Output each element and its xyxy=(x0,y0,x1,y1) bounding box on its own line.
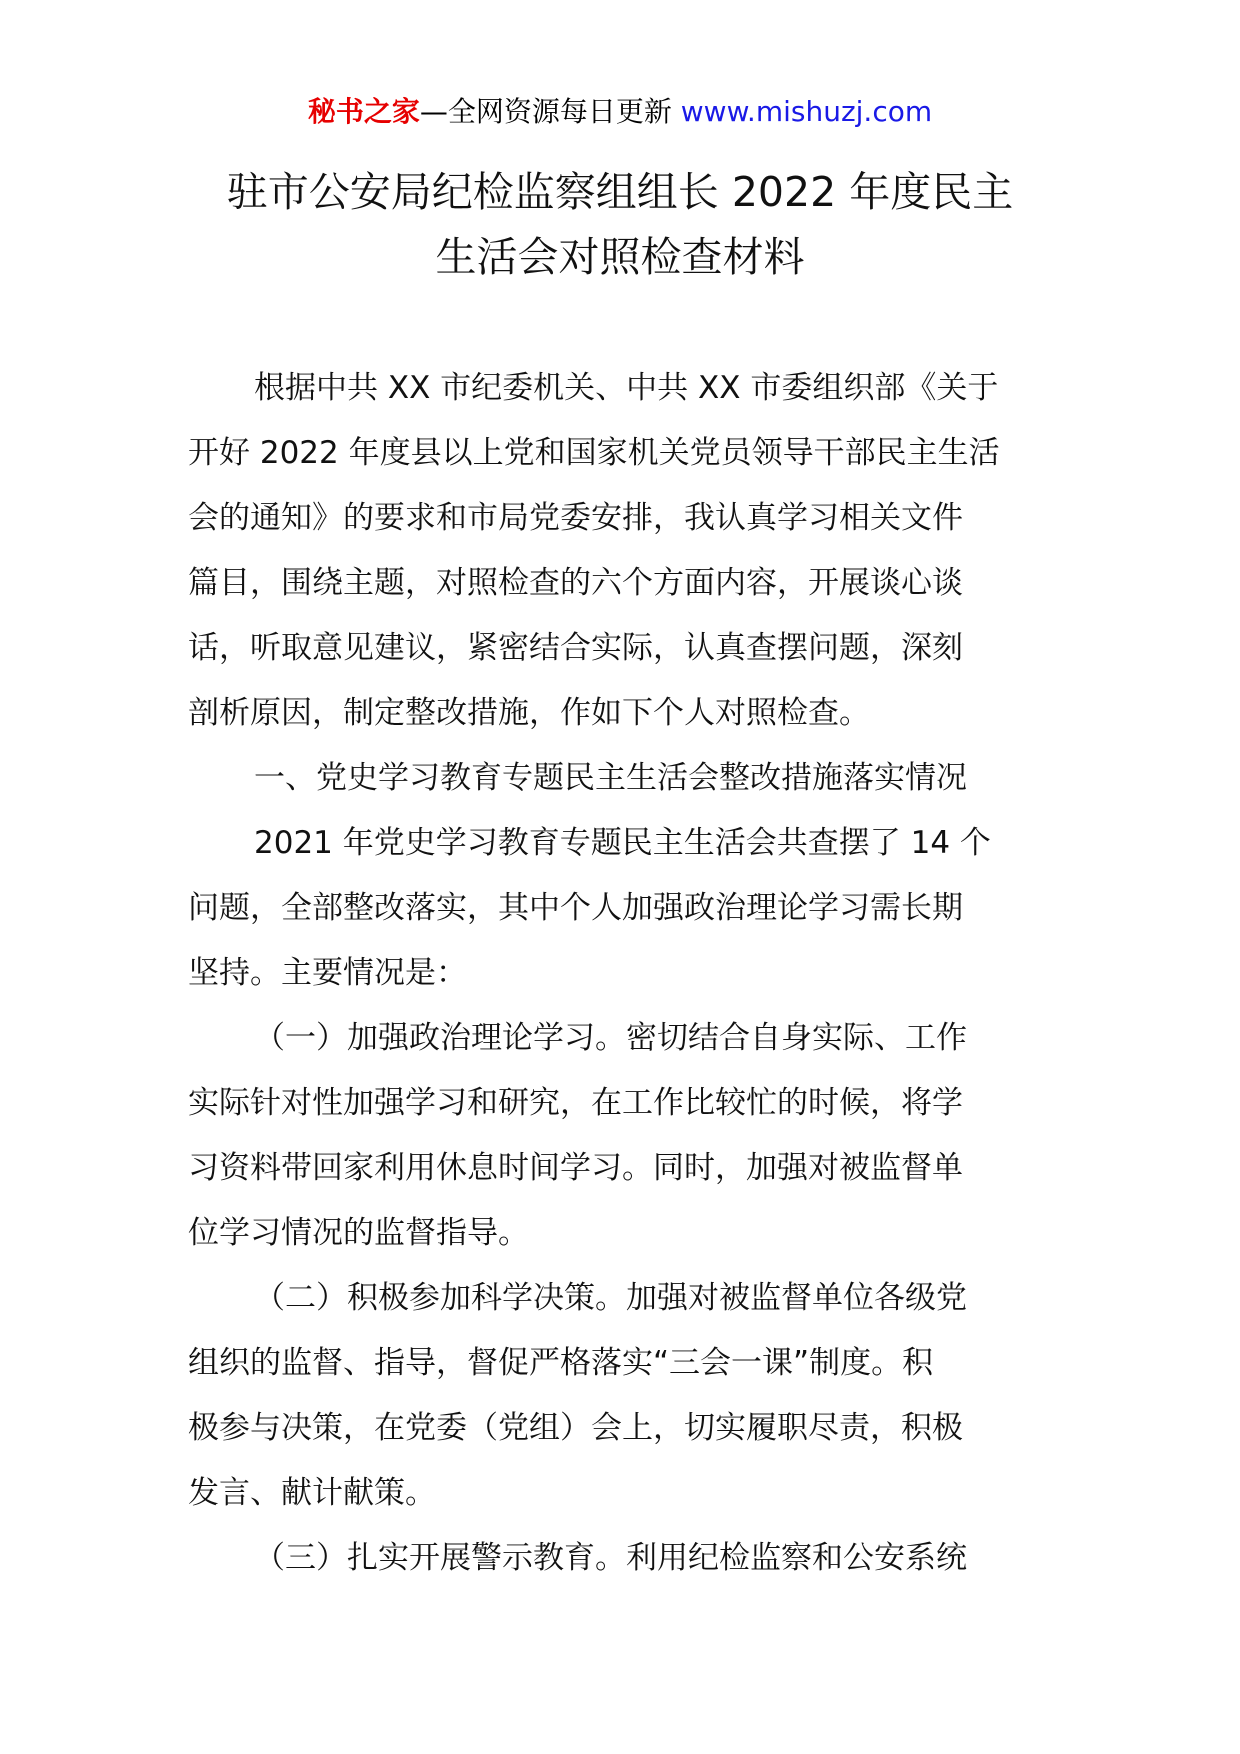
paragraph-item-3 xyxy=(188,1526,1058,1591)
text-line: （三）扎实开展警示教育。利用纪检监察和公安系统 xyxy=(254,1540,967,1576)
paragraph-item-2 xyxy=(188,1266,1058,1526)
section-heading-1 xyxy=(188,746,1058,811)
text-line: 发言、献计献策。 xyxy=(188,1475,436,1511)
text-line: 话，听取意见建议，紧密结合实际，认真查摆问题，深刻 xyxy=(188,630,963,666)
text-line: （一）加强政治理论学习。密切结合自身实际、工作 xyxy=(254,1020,967,1056)
text-line: 组织的监督、指导，督促严格落实“三会一课”制度。积 xyxy=(188,1345,934,1381)
text-line: 会的通知》的要求和市局党委安排，我认真学习相关文件 xyxy=(188,500,963,536)
paragraph-item-1 xyxy=(188,1006,1058,1266)
document-body xyxy=(188,356,1058,1591)
text-line: 根据中共 XX 市纪委机关、中共 XX 市委组织部《关于 xyxy=(254,370,999,406)
text-line: 问题，全部整改落实，其中个人加强政治理论学习需长期 xyxy=(188,890,963,926)
text-line: 位学习情况的监督指导。 xyxy=(188,1215,529,1251)
title-line: 驻市公安局纪检监察组组长 2022 年度民主 xyxy=(226,168,1014,216)
text-line: 剖析原因，制定整改措施，作如下个人对照检查。 xyxy=(188,695,870,731)
text-line: （二）积极参加科学决策。加强对被监督单位各级党 xyxy=(254,1280,967,1316)
text-line: 一、党史学习教育专题民主生活会整改措施落实情况 xyxy=(254,760,967,796)
text-line: 习资料带回家利用休息时间学习。同时，加强对被监督单 xyxy=(188,1150,963,1186)
paragraph-intro xyxy=(188,356,1058,746)
header-tagline: —全网资源每日更新 xyxy=(419,95,681,128)
text-line: 开好 2022 年度县以上党和国家机关党员领导干部民主生活 xyxy=(188,435,1000,471)
text-line: 极参与决策，在党委（党组）会上，切实履职尽责，积极 xyxy=(188,1410,963,1446)
site-url-link[interactable]: www.mishuzj.com xyxy=(680,95,933,128)
brand-name: 秘书之家 xyxy=(307,95,420,128)
text-line: 篇目，围绕主题，对照检查的六个方面内容，开展谈心谈 xyxy=(188,565,963,601)
title-line: 生活会对照检查材料 xyxy=(435,233,805,281)
text-line: 坚持。主要情况是： xyxy=(188,955,467,991)
document-title xyxy=(150,160,1090,290)
text-line: 实际针对性加强学习和研究，在工作比较忙的时候，将学 xyxy=(188,1085,963,1121)
paragraph-summary xyxy=(188,811,1058,1006)
site-header xyxy=(0,92,1240,132)
text-line: 2021 年党史学习教育专题民主生活会共查摆了 14 个 xyxy=(254,825,991,861)
